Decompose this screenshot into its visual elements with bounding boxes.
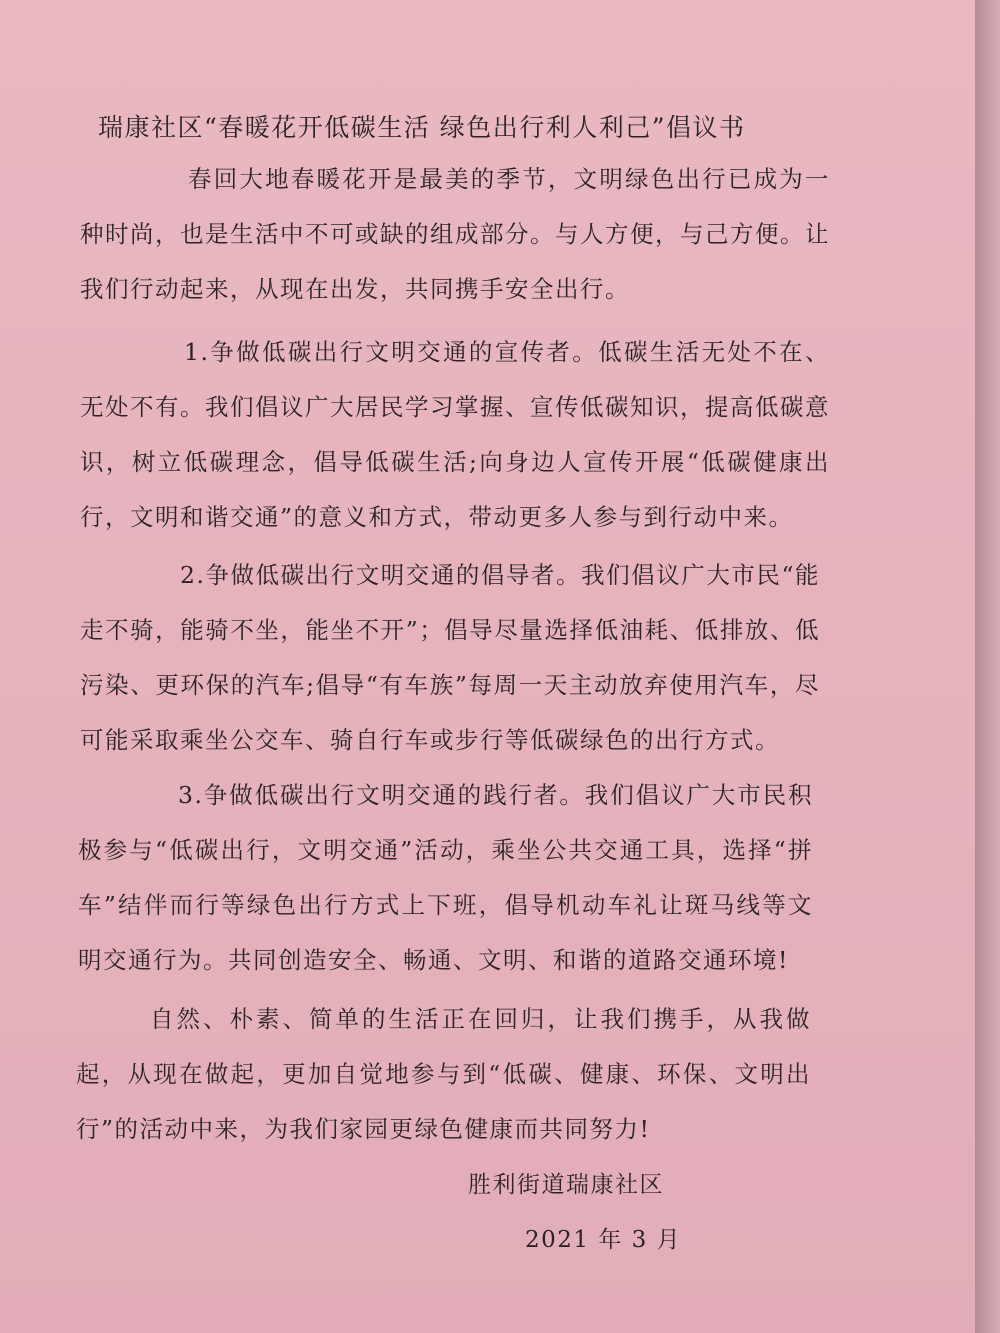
closing-paragraph: 自然、朴素、简单的生活正在回归，让我们携手，从我做起，从现在做起，更加自觉地参与到“低碳、健康、环保、文明出行”的活动中来，为我们家园更绿色健康而共同努力! — [76, 1005, 811, 1143]
table-edge — [975, 0, 1000, 1333]
proposal-item-3: 3.争做低碳出行文明交通的践行者。我们倡议广大市民积极参与“低碳出行，文明交通”活动，乘坐公共交通工具，选择“拼车”结伴而行等绿色出行方式上下班，倡导机动车礼让斑马线等文明交通行为。共同创造安全、畅通、文明、和谐的道路交通环境! — [78, 781, 813, 974]
signature: 胜利街道瑞康社区 — [468, 1172, 664, 1198]
intro-paragraph: 春回大地春暖花开是最美的季节，文明绿色出行已成为一种时尚，也是生活中不可或缺的组成部分。与人方便，与己方便。让我们行动起来，从现在出发，共同携手安全出行。 — [80, 165, 830, 303]
document-title: 瑞康社区“春暖花开低碳生活 绿色出行利人利己”倡议书 — [98, 113, 746, 142]
proposal-item-2: 2.争做低碳出行文明交通的倡导者。我们倡议广大市民“能走不骑，能骑不坐，能坐不开”；倡导尽量选择低油耗、低排放、低污染、更环保的汽车;倡导“有车族”每周一天主动放弃使用汽车，尽可能采取乘坐公交车、骑自行车或步行等低碳绿色的出行方式。 — [80, 561, 820, 754]
date: 2021 年 3 月 — [525, 1227, 682, 1253]
proposal-item-1: 1.争做低碳出行文明交通的宣传者。低碳生活无处不在、无处不有。我们倡议广大居民学习掌握、宣传低碳知识，提高低碳意识，树立低碳理念，倡导低碳生活;向身边人宣传开展“低碳健康出行，文明和谐交通”的意义和方式，带动更多人参与到行动中来。 — [80, 338, 830, 531]
